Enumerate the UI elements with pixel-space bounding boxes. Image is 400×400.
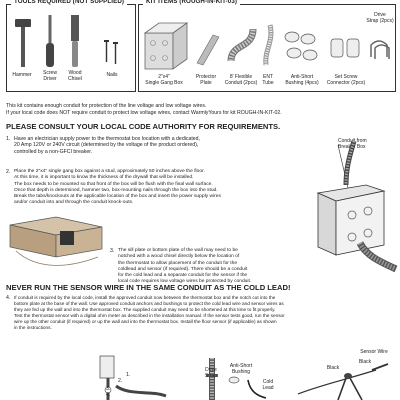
step-2-number: 2. [6, 169, 11, 175]
tool-label-nails: Nails [106, 72, 118, 78]
ent-tube-icon [262, 23, 276, 67]
step-2-text: Place the 2"x4" single gang box against a stud, approximately 50 inches above the floor. At this time, it is important to know the thickness of the drywall that will be installed. The box needs to be mounted so that front of the box will be flush with the final wall surface. Once that depth is determined, hammer two, box-mounting nails through the box into the stud. Break the tabs/knockouts at the applicable location of the box and insert the power supply wires and/or conduit into and through the conduit knock-outs. [14, 169, 221, 206]
callout-3: 3. [106, 386, 111, 392]
callout-2: 2. [118, 378, 123, 384]
sill-plate-illustration [6, 217, 106, 277]
step-4-text: If conduit is required by the local code, install the approved conduit now between the thermostat box and the notch cut into the bottom plate at the base of the wall. Use approved conduit anchors and bushings to protect the cold lead wire and sensor wires as they are fed up the wall and into the thermostat box. The supplied conduit may need to be shortened at this time to fit properly. Test the thermostat sensor with a digital ohm meter as described in the installation manual. If the sensor tests good, run the sensor wire up the other conduit (if required) or up the wall and into the thermostat box. Install the floor sensor (if applicable) as shown in the instructions. [14, 295, 285, 330]
kit-panel [138, 0, 396, 92]
nails-icon [102, 40, 122, 65]
tools-title: TOOLS REQUIRED (NOT SUPPLIED) [11, 0, 127, 5]
screwdriver-icon [45, 15, 55, 70]
step-3-text: The sill plate or bottom plate of the wall may need to be notched with a wood chisel directly below the location of the thermostat to allow placement of the conduit for the coldlead and sensor (if required). There should be a conduit for the cold lead and a separate conduit for the sensor if the local code requires low voltage wires be protected by conduit. [118, 248, 252, 285]
kit-label-drive-strap: Drive Strap (2pcs) [366, 12, 394, 24]
step-1-text: Have an electrician supply power to the thermostat box location with a dedicated, 20 Amp 120V or 240V circuit (determined by the voltage of the product ordered), controlled by a non-GFCI breaker. [14, 136, 200, 155]
label-black-1: Black [326, 365, 340, 371]
tool-label-screwdriver: Screw Driver [43, 70, 57, 82]
tool-label-chisel: Wood Chisel [68, 70, 82, 82]
chisel-icon [70, 15, 80, 70]
drive-strap-icon [369, 39, 391, 61]
kit-label-gang-box: 2"x4" Single Gang Box [145, 74, 183, 86]
intro-line-2: If your local code does NOT require conduit to protect low voltage wires, contact WarmlyYours for kit ROUGH-IN-KIT-02. [6, 110, 282, 116]
conduit-breaker-label: Conduit from Breaker Box [338, 138, 367, 150]
step-4-number: 4. [6, 295, 11, 301]
kit-title: KIT ITEMS (ROUGH-IN-KIT-03) [143, 0, 240, 5]
assembly-diagram-left [90, 350, 180, 400]
step-1-number: 1. [6, 136, 11, 142]
protector-plate-icon [195, 35, 219, 65]
label-black-2: Black [358, 359, 372, 365]
section-2-heading: NEVER RUN THE SENSOR WIRE IN THE SAME CONDUIT AS THE COLD LEAD! [6, 283, 291, 292]
label-anti-short-bushing: Anti-Short Bushing [229, 363, 253, 375]
sensor-wire-diagram [288, 350, 398, 400]
tools-panel [6, 0, 136, 92]
set-screw-connector-icon [329, 35, 361, 65]
kit-label-ent-tube: ENT Tube [262, 74, 274, 86]
intro-line-1: This kit contains enough conduit for protection of the line voltage and low voltage wires. [6, 103, 207, 109]
label-sensor-wire: Sensor Wire [360, 349, 388, 355]
kit-label-set-screw-connector: Set Screw Connector (2pcs) [326, 74, 366, 86]
hammer-icon [13, 19, 33, 69]
kit-label-flexible-conduit: 8' Flexible Conduit (2pcs) [224, 74, 258, 86]
step-3-number: 3. [110, 248, 115, 254]
kit-label-anti-short-bushing: Anti-Short Bushing (4pcs) [285, 74, 319, 86]
callout-1: 1. [126, 372, 131, 378]
flexible-conduit-icon [227, 25, 257, 65]
label-cold-lead: Cold Lead [262, 379, 274, 391]
section-1-heading: PLEASE CONSULT YOUR LOCAL CODE AUTHORITY FOR REQUIREMENTS. [6, 122, 281, 131]
kit-label-protector-plate: Protector Plate [195, 74, 217, 86]
label-drive-strap: Drive Strap [205, 367, 217, 379]
callout-4: 4. [106, 392, 111, 398]
tool-label-hammer: Hammer [12, 72, 32, 78]
anti-short-bushing-icon [282, 27, 322, 67]
gang-box-icon [145, 23, 187, 69]
